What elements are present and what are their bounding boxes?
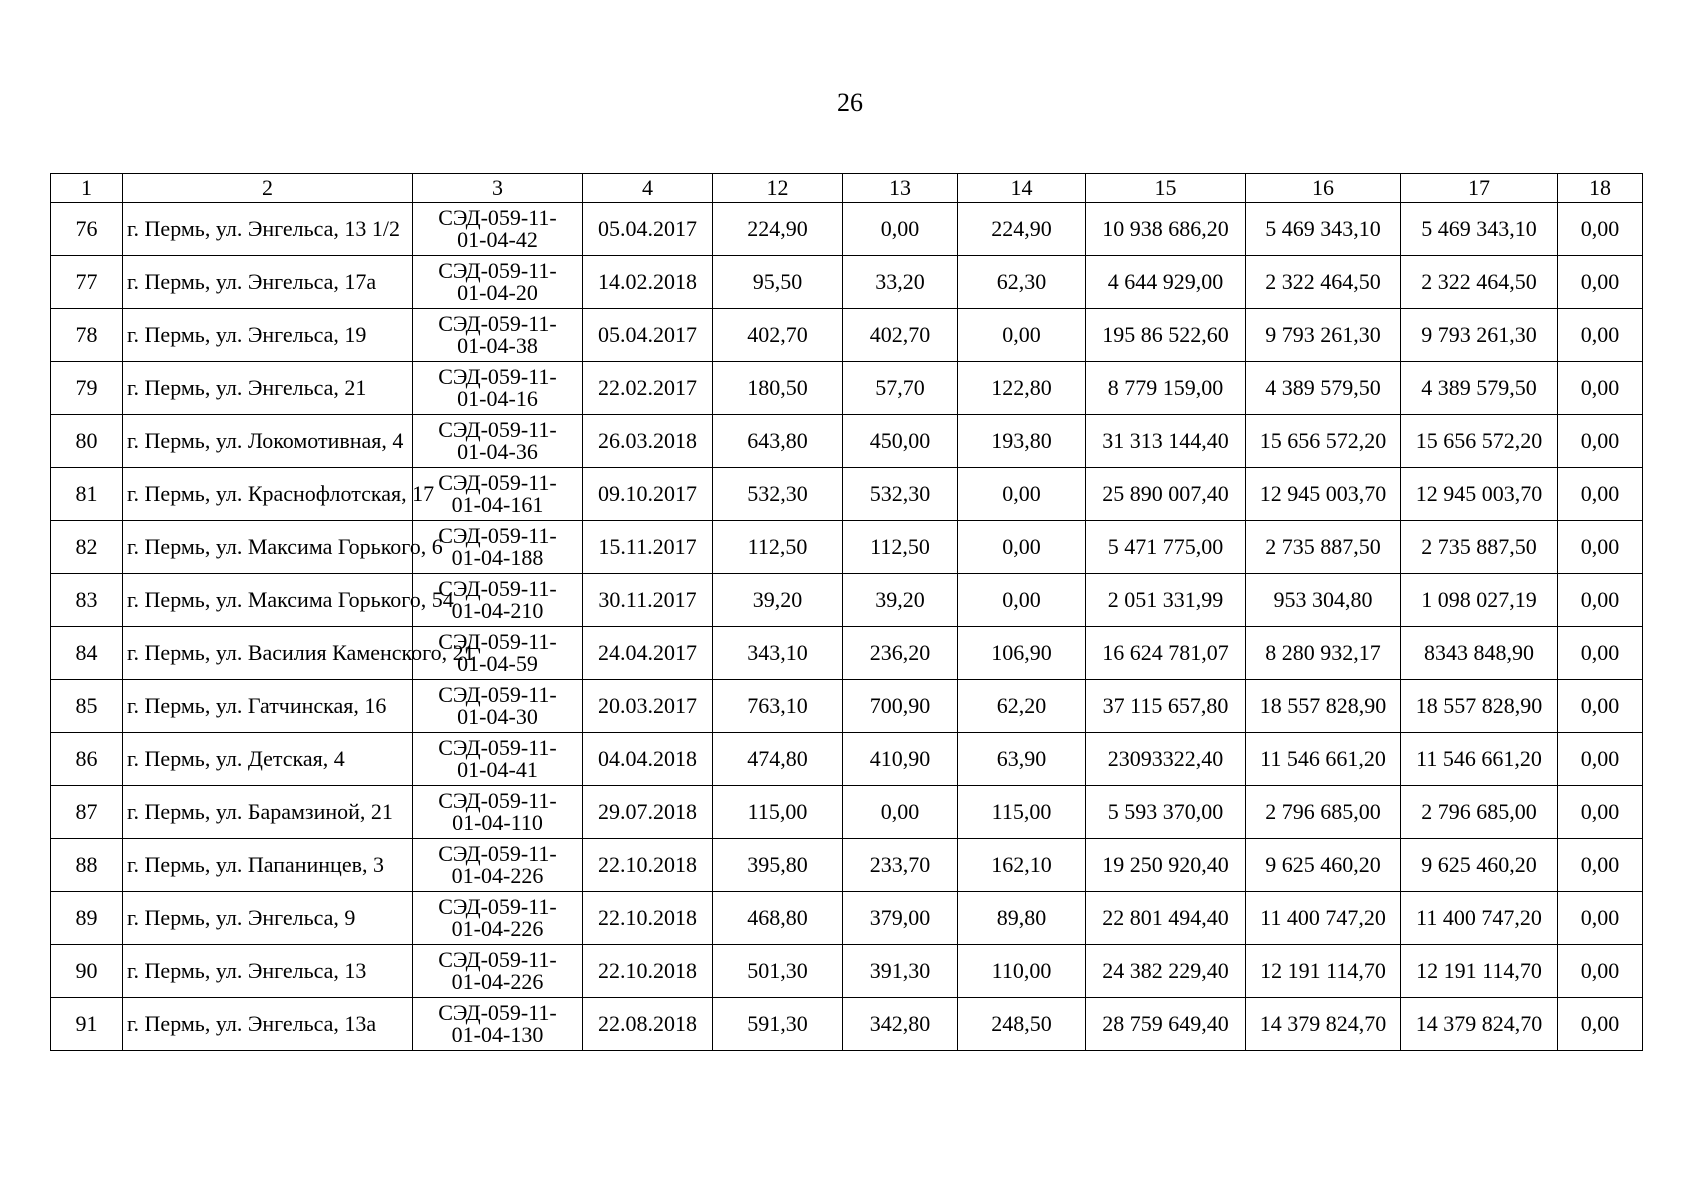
value-cell-17: 1 098 027,19 xyxy=(1401,574,1558,627)
value-cell-12: 643,80 xyxy=(713,415,843,468)
address-cell: г. Пермь, ул. Энгельса, 19 xyxy=(123,309,413,362)
value-cell-15: 28 759 649,40 xyxy=(1086,998,1246,1051)
value-cell-12: 115,00 xyxy=(713,786,843,839)
address-cell: г. Пермь, ул. Гатчинская, 16 xyxy=(123,680,413,733)
row-number: 86 xyxy=(51,733,123,786)
column-header: 4 xyxy=(583,174,713,203)
document-number-part: СЭД-059-11- xyxy=(438,364,557,389)
value-cell-15: 25 890 007,40 xyxy=(1086,468,1246,521)
value-cell-12: 395,80 xyxy=(713,839,843,892)
value-cell-15: 23093322,40 xyxy=(1086,733,1246,786)
row-number: 88 xyxy=(51,839,123,892)
table-row xyxy=(51,680,1643,733)
date-cell: 15.11.2017 xyxy=(583,521,713,574)
row-number: 83 xyxy=(51,574,123,627)
value-cell-12: 95,50 xyxy=(713,256,843,309)
value-cell-12: 468,80 xyxy=(713,892,843,945)
document-number-part: 01-04-110 xyxy=(452,810,543,835)
value-cell-17: 12 945 003,70 xyxy=(1401,468,1558,521)
value-cell-18: 0,00 xyxy=(1558,309,1643,362)
address-cell: г. Пермь, ул. Энгельса, 13 1/2 xyxy=(123,203,413,256)
value-cell-15: 10 938 686,20 xyxy=(1086,203,1246,256)
value-cell-12: 343,10 xyxy=(713,627,843,680)
document-number-part: СЭД-059-11- xyxy=(438,258,557,283)
value-cell-14: 0,00 xyxy=(958,521,1086,574)
column-header: 2 xyxy=(123,174,413,203)
document-cell xyxy=(413,892,583,945)
document-cell xyxy=(413,415,583,468)
value-cell-16: 15 656 572,20 xyxy=(1246,415,1401,468)
date-cell: 22.08.2018 xyxy=(583,998,713,1051)
value-cell-13: 236,20 xyxy=(843,627,958,680)
address-cell: г. Пермь, ул. Детская, 4 xyxy=(123,733,413,786)
document-number-part: 01-04-226 xyxy=(451,863,544,888)
value-cell-16: 4 389 579,50 xyxy=(1246,362,1401,415)
table-row xyxy=(51,521,1643,574)
column-header: 16 xyxy=(1246,174,1401,203)
document-number-part: СЭД-059-11- xyxy=(438,735,557,760)
value-cell-17: 9 793 261,30 xyxy=(1401,309,1558,362)
value-cell-12: 591,30 xyxy=(713,998,843,1051)
value-cell-16: 2 322 464,50 xyxy=(1246,256,1401,309)
value-cell-13: 33,20 xyxy=(843,256,958,309)
date-cell: 22.10.2018 xyxy=(583,839,713,892)
value-cell-17: 2 796 685,00 xyxy=(1401,786,1558,839)
value-cell-15: 8 779 159,00 xyxy=(1086,362,1246,415)
document-number-part: СЭД-059-11- xyxy=(438,841,557,866)
table-row xyxy=(51,998,1643,1051)
row-number: 84 xyxy=(51,627,123,680)
column-header: 17 xyxy=(1401,174,1558,203)
value-cell-16: 12 945 003,70 xyxy=(1246,468,1401,521)
value-cell-14: 0,00 xyxy=(958,309,1086,362)
document-cell xyxy=(413,203,583,256)
value-cell-13: 0,00 xyxy=(843,203,958,256)
row-number: 85 xyxy=(51,680,123,733)
value-cell-13: 342,80 xyxy=(843,998,958,1051)
value-cell-14: 0,00 xyxy=(958,574,1086,627)
document-number-part: СЭД-059-11- xyxy=(438,311,557,336)
address-cell: г. Пермь, ул. Энгельса, 21 xyxy=(123,362,413,415)
document-cell xyxy=(413,521,583,574)
value-cell-15: 16 624 781,07 xyxy=(1086,627,1246,680)
document-number-part: СЭД-059-11- xyxy=(438,788,557,813)
row-number: 77 xyxy=(51,256,123,309)
document-number-part: 01-04-130 xyxy=(451,1022,544,1047)
value-cell-17: 8343 848,90 xyxy=(1401,627,1558,680)
document-cell xyxy=(413,468,583,521)
date-cell: 22.10.2018 xyxy=(583,945,713,998)
value-cell-15: 24 382 229,40 xyxy=(1086,945,1246,998)
document-number-part: 01-04-36 xyxy=(457,439,538,464)
value-cell-18: 0,00 xyxy=(1558,468,1643,521)
value-cell-13: 391,30 xyxy=(843,945,958,998)
document-number-part: СЭД-059-11- xyxy=(438,205,557,230)
value-cell-14: 193,80 xyxy=(958,415,1086,468)
value-cell-17: 15 656 572,20 xyxy=(1401,415,1558,468)
document-number-part: СЭД-059-11- xyxy=(438,523,557,548)
value-cell-16: 2 735 887,50 xyxy=(1246,521,1401,574)
value-cell-13: 233,70 xyxy=(843,839,958,892)
value-cell-17: 14 379 824,70 xyxy=(1401,998,1558,1051)
register-table xyxy=(50,173,1643,1051)
row-number: 78 xyxy=(51,309,123,362)
document-cell xyxy=(413,627,583,680)
document-number-part: СЭД-059-11- xyxy=(438,1000,557,1025)
value-cell-16: 14 379 824,70 xyxy=(1246,998,1401,1051)
value-cell-12: 532,30 xyxy=(713,468,843,521)
date-cell: 09.10.2017 xyxy=(583,468,713,521)
document-cell xyxy=(413,574,583,627)
value-cell-15: 37 115 657,80 xyxy=(1086,680,1246,733)
document-number-part: 01-04-188 xyxy=(451,545,544,570)
date-cell: 30.11.2017 xyxy=(583,574,713,627)
value-cell-15: 22 801 494,40 xyxy=(1086,892,1246,945)
value-cell-14: 0,00 xyxy=(958,468,1086,521)
date-cell: 14.02.2018 xyxy=(583,256,713,309)
document-number-part: СЭД-059-11- xyxy=(438,417,557,442)
document-number-part: 01-04-161 xyxy=(451,492,544,517)
value-cell-13: 39,20 xyxy=(843,574,958,627)
column-header: 3 xyxy=(413,174,583,203)
value-cell-17: 2 735 887,50 xyxy=(1401,521,1558,574)
document-cell xyxy=(413,256,583,309)
value-cell-14: 62,20 xyxy=(958,680,1086,733)
table-row xyxy=(51,574,1643,627)
document-cell xyxy=(413,945,583,998)
value-cell-18: 0,00 xyxy=(1558,786,1643,839)
column-header: 1 xyxy=(51,174,123,203)
table-row xyxy=(51,733,1643,786)
row-number: 82 xyxy=(51,521,123,574)
value-cell-18: 0,00 xyxy=(1558,680,1643,733)
value-cell-16: 18 557 828,90 xyxy=(1246,680,1401,733)
column-header: 13 xyxy=(843,174,958,203)
table-row xyxy=(51,892,1643,945)
value-cell-17: 11 400 747,20 xyxy=(1401,892,1558,945)
value-cell-12: 763,10 xyxy=(713,680,843,733)
value-cell-14: 224,90 xyxy=(958,203,1086,256)
value-cell-18: 0,00 xyxy=(1558,627,1643,680)
date-cell: 24.04.2017 xyxy=(583,627,713,680)
value-cell-17: 5 469 343,10 xyxy=(1401,203,1558,256)
value-cell-14: 122,80 xyxy=(958,362,1086,415)
value-cell-13: 57,70 xyxy=(843,362,958,415)
date-cell: 26.03.2018 xyxy=(583,415,713,468)
value-cell-18: 0,00 xyxy=(1558,733,1643,786)
row-number: 81 xyxy=(51,468,123,521)
row-number: 89 xyxy=(51,892,123,945)
row-number: 90 xyxy=(51,945,123,998)
value-cell-13: 450,00 xyxy=(843,415,958,468)
value-cell-16: 5 469 343,10 xyxy=(1246,203,1401,256)
value-cell-18: 0,00 xyxy=(1558,574,1643,627)
table-row xyxy=(51,786,1643,839)
address-cell: г. Пермь, ул. Локомотивная, 4 xyxy=(123,415,413,468)
date-cell: 04.04.2018 xyxy=(583,733,713,786)
document-number-part: СЭД-059-11- xyxy=(438,894,557,919)
document-number-part: 01-04-226 xyxy=(451,969,544,994)
value-cell-18: 0,00 xyxy=(1558,362,1643,415)
document-number-part: 01-04-38 xyxy=(457,333,538,358)
table-row xyxy=(51,945,1643,998)
value-cell-16: 8 280 932,17 xyxy=(1246,627,1401,680)
value-cell-17: 12 191 114,70 xyxy=(1401,945,1558,998)
value-cell-15: 4 644 929,00 xyxy=(1086,256,1246,309)
page-number: 26 xyxy=(837,88,863,117)
row-number: 79 xyxy=(51,362,123,415)
document-number-part: СЭД-059-11- xyxy=(438,576,557,601)
document-cell xyxy=(413,839,583,892)
value-cell-13: 532,30 xyxy=(843,468,958,521)
value-cell-14: 63,90 xyxy=(958,733,1086,786)
value-cell-18: 0,00 xyxy=(1558,998,1643,1051)
value-cell-17: 18 557 828,90 xyxy=(1401,680,1558,733)
document-cell xyxy=(413,733,583,786)
table-row xyxy=(51,203,1643,256)
value-cell-12: 39,20 xyxy=(713,574,843,627)
address-cell: г. Пермь, ул. Папанинцев, 3 xyxy=(123,839,413,892)
table-row xyxy=(51,468,1643,521)
value-cell-12: 224,90 xyxy=(713,203,843,256)
document-number-part: 01-04-226 xyxy=(451,916,544,941)
value-cell-18: 0,00 xyxy=(1558,521,1643,574)
value-cell-12: 501,30 xyxy=(713,945,843,998)
date-cell: 05.04.2017 xyxy=(583,309,713,362)
value-cell-13: 379,00 xyxy=(843,892,958,945)
value-cell-14: 115,00 xyxy=(958,786,1086,839)
value-cell-17: 11 546 661,20 xyxy=(1401,733,1558,786)
value-cell-13: 112,50 xyxy=(843,521,958,574)
value-cell-18: 0,00 xyxy=(1558,415,1643,468)
value-cell-14: 62,30 xyxy=(958,256,1086,309)
value-cell-16: 9 625 460,20 xyxy=(1246,839,1401,892)
address-cell: г. Пермь, ул. Краснофлотская, 17 xyxy=(123,468,413,521)
value-cell-13: 700,90 xyxy=(843,680,958,733)
column-header: 14 xyxy=(958,174,1086,203)
document-cell xyxy=(413,309,583,362)
document-number-part: 01-04-16 xyxy=(457,386,538,411)
value-cell-18: 0,00 xyxy=(1558,839,1643,892)
date-cell: 20.03.2017 xyxy=(583,680,713,733)
value-cell-15: 5 471 775,00 xyxy=(1086,521,1246,574)
value-cell-15: 19 250 920,40 xyxy=(1086,839,1246,892)
table-row xyxy=(51,627,1643,680)
document-number-part: СЭД-059-11- xyxy=(438,947,557,972)
address-cell: г. Пермь, ул. Максима Горького, 54 xyxy=(123,574,413,627)
value-cell-16: 11 400 747,20 xyxy=(1246,892,1401,945)
value-cell-14: 106,90 xyxy=(958,627,1086,680)
document-number-part: 01-04-30 xyxy=(457,704,538,729)
table-body xyxy=(51,203,1643,1051)
value-cell-17: 9 625 460,20 xyxy=(1401,839,1558,892)
value-cell-14: 248,50 xyxy=(958,998,1086,1051)
document-cell xyxy=(413,998,583,1051)
value-cell-14: 162,10 xyxy=(958,839,1086,892)
address-cell: г. Пермь, ул. Василия Каменского, 21 xyxy=(123,627,413,680)
document-cell xyxy=(413,362,583,415)
value-cell-13: 410,90 xyxy=(843,733,958,786)
document-number-part: 01-04-42 xyxy=(457,227,538,252)
column-header: 12 xyxy=(713,174,843,203)
value-cell-12: 474,80 xyxy=(713,733,843,786)
row-number: 87 xyxy=(51,786,123,839)
table-row xyxy=(51,309,1643,362)
address-cell: г. Пермь, ул. Энгельса, 17а xyxy=(123,256,413,309)
value-cell-16: 11 546 661,20 xyxy=(1246,733,1401,786)
row-number: 80 xyxy=(51,415,123,468)
table-row xyxy=(51,839,1643,892)
date-cell: 22.10.2018 xyxy=(583,892,713,945)
document-number-part: 01-04-59 xyxy=(457,651,538,676)
value-cell-12: 112,50 xyxy=(713,521,843,574)
value-cell-15: 2 051 331,99 xyxy=(1086,574,1246,627)
value-cell-16: 9 793 261,30 xyxy=(1246,309,1401,362)
column-header: 18 xyxy=(1558,174,1643,203)
document-number-part: СЭД-059-11- xyxy=(438,470,557,495)
address-cell: г. Пермь, ул. Энгельса, 13 xyxy=(123,945,413,998)
date-cell: 05.04.2017 xyxy=(583,203,713,256)
document-number-part: 01-04-210 xyxy=(451,598,544,623)
column-header: 15 xyxy=(1086,174,1246,203)
document-number-part: СЭД-059-11- xyxy=(438,629,557,654)
row-number: 76 xyxy=(51,203,123,256)
value-cell-18: 0,00 xyxy=(1558,256,1643,309)
value-cell-16: 953 304,80 xyxy=(1246,574,1401,627)
document-cell xyxy=(413,680,583,733)
value-cell-18: 0,00 xyxy=(1558,892,1643,945)
value-cell-16: 2 796 685,00 xyxy=(1246,786,1401,839)
document-number-part: 01-04-41 xyxy=(457,757,538,782)
value-cell-18: 0,00 xyxy=(1558,945,1643,998)
address-cell: г. Пермь, ул. Энгельса, 13а xyxy=(123,998,413,1051)
table-row xyxy=(51,256,1643,309)
value-cell-12: 402,70 xyxy=(713,309,843,362)
value-cell-18: 0,00 xyxy=(1558,203,1643,256)
document-number-part: 01-04-20 xyxy=(457,280,538,305)
row-number: 91 xyxy=(51,998,123,1051)
date-cell: 22.02.2017 xyxy=(583,362,713,415)
header-row xyxy=(51,174,1643,203)
value-cell-15: 195 86 522,60 xyxy=(1086,309,1246,362)
value-cell-14: 110,00 xyxy=(958,945,1086,998)
table-row xyxy=(51,362,1643,415)
value-cell-17: 2 322 464,50 xyxy=(1401,256,1558,309)
value-cell-14: 89,80 xyxy=(958,892,1086,945)
address-cell: г. Пермь, ул. Максима Горького, 6 xyxy=(123,521,413,574)
value-cell-15: 5 593 370,00 xyxy=(1086,786,1246,839)
date-cell: 29.07.2018 xyxy=(583,786,713,839)
value-cell-15: 31 313 144,40 xyxy=(1086,415,1246,468)
value-cell-13: 0,00 xyxy=(843,786,958,839)
address-cell: г. Пермь, ул. Барамзиной, 21 xyxy=(123,786,413,839)
document-number-part: СЭД-059-11- xyxy=(438,682,557,707)
value-cell-13: 402,70 xyxy=(843,309,958,362)
address-cell: г. Пермь, ул. Энгельса, 9 xyxy=(123,892,413,945)
value-cell-12: 180,50 xyxy=(713,362,843,415)
value-cell-16: 12 191 114,70 xyxy=(1246,945,1401,998)
table-row xyxy=(51,415,1643,468)
value-cell-17: 4 389 579,50 xyxy=(1401,362,1558,415)
document-cell xyxy=(413,786,583,839)
